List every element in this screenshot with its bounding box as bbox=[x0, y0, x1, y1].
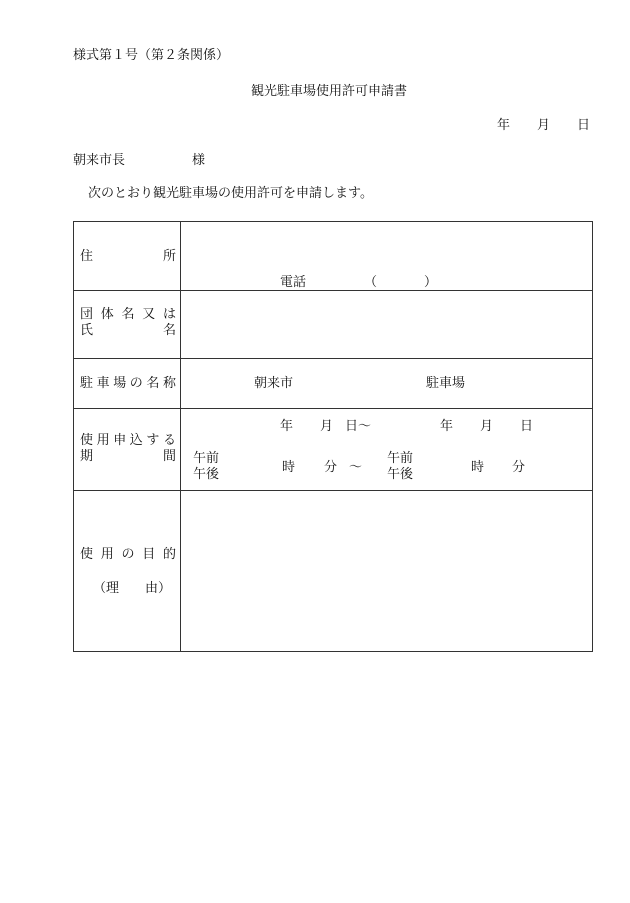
start-minute-label: 分 bbox=[324, 460, 338, 475]
parking-name-label: 駐 車 場 の 名 称 bbox=[80, 376, 176, 391]
phone-open-paren: （ bbox=[364, 275, 378, 290]
purpose-label: 使 用 の 目 的 bbox=[80, 547, 176, 562]
date-year-label: 年 bbox=[497, 118, 511, 133]
end-day-label: 日 bbox=[520, 419, 534, 434]
parking-city-prefix: 朝来市 bbox=[254, 376, 294, 391]
row-divider-2 bbox=[74, 358, 592, 359]
addressee: 朝来市長 bbox=[73, 153, 126, 168]
start-month-label: 月 bbox=[320, 419, 334, 434]
phone-label: 電話 bbox=[280, 275, 307, 290]
pm-option-2[interactable]: 午後 bbox=[387, 467, 414, 482]
purpose-input-area[interactable] bbox=[181, 491, 592, 651]
phone-input-area[interactable] bbox=[380, 273, 424, 289]
row-divider-3 bbox=[74, 408, 592, 409]
form-number: 様式第１号（第２条関係） bbox=[73, 48, 230, 63]
parking-name-input[interactable] bbox=[296, 374, 422, 394]
document-title: 観光駐車場使用許可申請書 bbox=[251, 84, 408, 99]
end-year-label: 年 bbox=[440, 419, 454, 434]
intro-text: 次のとおり観光駐車場の使用許可を申請します。 bbox=[88, 186, 373, 201]
time-range-tilde: ～ bbox=[349, 460, 363, 475]
name-input-area[interactable] bbox=[181, 291, 592, 357]
usage-period-label: 使 用 申 込 す る 期 間 bbox=[80, 433, 176, 464]
parking-suffix: 駐車場 bbox=[426, 376, 466, 391]
start-year-label: 年 bbox=[280, 419, 294, 434]
addressee-suffix: 様 bbox=[192, 153, 206, 168]
address-label: 住 所 bbox=[80, 249, 176, 264]
start-ampm-choice[interactable] bbox=[193, 451, 219, 483]
end-hour-label: 時 bbox=[471, 460, 485, 475]
start-hour-label: 時 bbox=[282, 460, 296, 475]
am-option-2[interactable]: 午前 bbox=[387, 451, 414, 466]
date-month-label: 月 bbox=[537, 118, 551, 133]
start-day-tilde: 日～ bbox=[345, 419, 372, 434]
name-label: 団 体 名 又 は 氏 名 bbox=[80, 307, 176, 338]
address-input-area[interactable] bbox=[181, 223, 592, 269]
phone-close-paren: ） bbox=[424, 275, 438, 290]
application-form-table bbox=[73, 221, 593, 652]
reason-label: （理 由） bbox=[93, 581, 172, 596]
end-minute-label: 分 bbox=[512, 460, 526, 475]
date-day-label: 日 bbox=[577, 118, 591, 133]
end-month-label: 月 bbox=[480, 419, 494, 434]
pm-option[interactable]: 午後 bbox=[193, 467, 220, 482]
am-option[interactable]: 午前 bbox=[193, 451, 220, 466]
end-ampm-choice[interactable] bbox=[387, 451, 413, 483]
